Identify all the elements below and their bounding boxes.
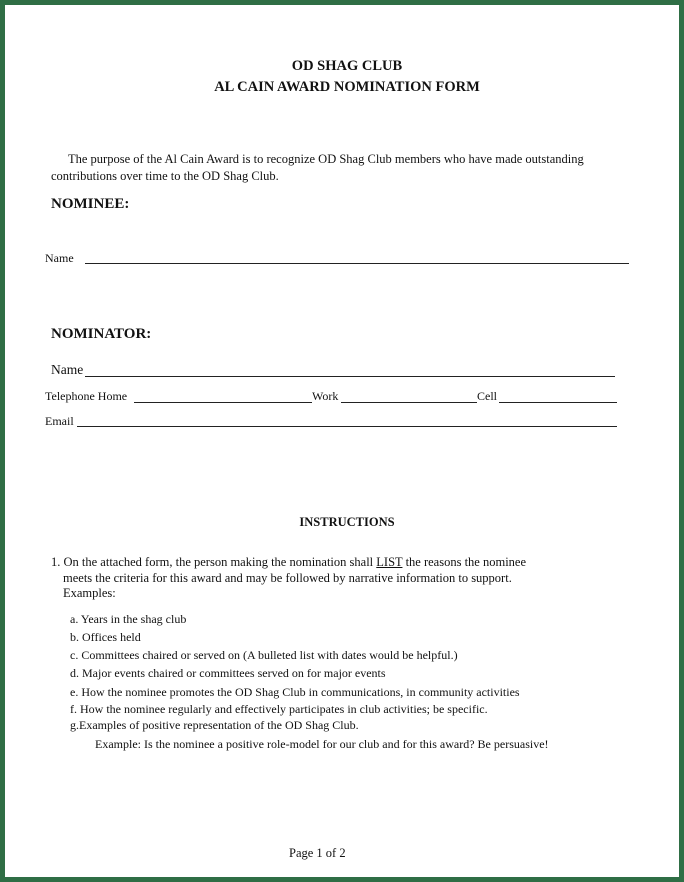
example-item-a: a. Years in the shag club (70, 612, 187, 626)
example-item-d: d. Major events chaired or committees served on for major events (70, 666, 386, 680)
title-form: AL CAIN AWARD NOMINATION FORM (214, 79, 480, 95)
nominator-heading: NOMINATOR: (51, 326, 152, 342)
example-item-g: g.Examples of positive representation of the OD Shag Club. (70, 718, 359, 732)
cell-label: Cell (477, 389, 497, 403)
intro-line-2: contributions over time to the OD Shag Club. (51, 169, 279, 183)
instruction-emphasis-list: LIST (376, 555, 403, 569)
instructions-heading: INSTRUCTIONS (299, 515, 395, 529)
example-item-e: e. How the nominee promotes the OD Shag Club in communications, in community activities (70, 685, 520, 699)
title-club: OD SHAG CLUB (291, 58, 403, 74)
instruction-item-1-text: 1. On the attached form, the person making the nomination shall (51, 555, 377, 569)
telephone-home-field[interactable] (134, 402, 312, 403)
nominee-name-label: Name (45, 251, 74, 265)
example-item-f: f. How the nominee regularly and effectively participates in club activities; be specific. (70, 702, 488, 716)
example-note: Example: Is the nominee a positive role-model for our club and for this award? Be persuasive! (95, 737, 549, 751)
instruction-item-1-suffix: the reasons the nominee (402, 555, 527, 569)
intro-line-1: The purpose of the Al Cain Award is to recognize OD Shag Club members who have made outstanding (68, 152, 584, 166)
email-field[interactable] (77, 426, 617, 427)
page-number: Page 1 of 2 (289, 846, 346, 860)
nominee-name-field[interactable] (85, 263, 629, 264)
telephone-home-label: Telephone Home (45, 389, 128, 403)
example-item-c: c. Committees chaired or served on (A bulleted list with dates would be helpful.) (70, 648, 458, 662)
instruction-item-1-line-3: Examples: (63, 586, 116, 600)
nominator-name-field[interactable] (85, 376, 615, 377)
nominee-heading: NOMINEE: (51, 196, 130, 212)
example-item-b: b. Offices held (70, 630, 141, 644)
nominator-name-label: Name (51, 362, 84, 377)
cell-phone-field[interactable] (499, 402, 617, 403)
instruction-item-1-line-2: meets the criteria for this award and may be followed by narrative information to support. (63, 571, 512, 585)
work-label: Work (312, 389, 339, 403)
instruction-item-1 (51, 555, 526, 570)
work-phone-field[interactable] (341, 402, 477, 403)
email-label: Email (45, 414, 74, 428)
